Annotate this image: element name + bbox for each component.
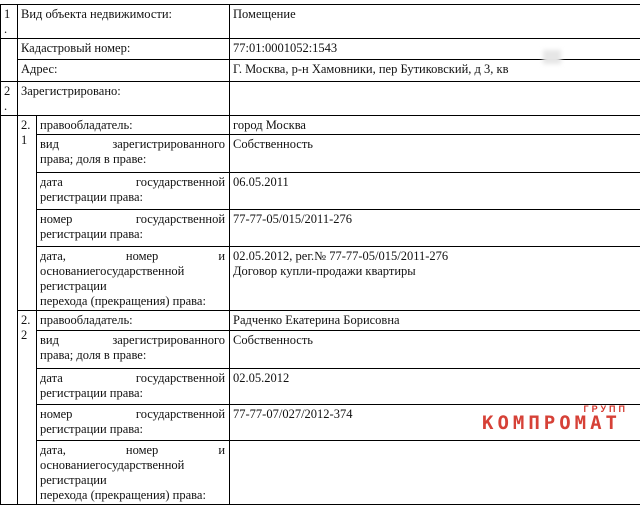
row-registered xyxy=(1,82,640,116)
field-label: Кадастровый номер: xyxy=(18,39,230,60)
field-value: город Москва xyxy=(230,116,640,135)
watermark-sub: ГРУПП xyxy=(583,404,628,414)
kompromat-watermark-logo xyxy=(482,404,640,444)
field-value: Радченко Екатерина Борисовна xyxy=(230,311,640,331)
field-label: дата, номер и основаниегосударственной регистрации перехода (прекращения) права: xyxy=(37,247,230,311)
field-value: 77-77-07/027/2012-374 xyxy=(230,405,640,441)
field-label: вид зарегистрированного права; доля в праве: xyxy=(37,331,230,369)
field-label: правообладатель: xyxy=(37,116,230,135)
row-object-type xyxy=(1,5,640,39)
field-label: Зарегистрировано: xyxy=(18,82,230,116)
holder-1-transfer-basis xyxy=(1,247,640,311)
holder-2-owner xyxy=(1,311,640,331)
field-value: Собственность xyxy=(230,135,640,173)
field-value: 77-77-05/015/2011-276 xyxy=(230,210,640,247)
field-label: номер государственной регистрации права: xyxy=(37,405,230,441)
holder-1-right-type xyxy=(1,135,640,173)
field-label: правообладатель: xyxy=(37,311,230,331)
field-value: 02.05.2012 xyxy=(230,369,640,405)
holder-number: 2.2 xyxy=(18,311,37,505)
redaction-blur xyxy=(543,50,561,64)
field-value: Помещение xyxy=(230,5,640,39)
field-value: 77:01:0001052:1543 xyxy=(230,39,640,60)
field-label: дата, номер и основаниегосударственной регистрации перехода (прекращения) права: xyxy=(37,441,230,505)
holder-number: 2.1 xyxy=(18,116,37,311)
watermark-main: КОМПРОМАТ xyxy=(482,412,621,434)
field-label: номер государственной регистрации права: xyxy=(37,210,230,247)
holder-2-right-type xyxy=(1,331,640,369)
field-value: 02.05.2012, рег.№ 77-77-05/015/2011-276 Договор купли-продажи квартиры xyxy=(230,247,640,311)
field-value: 06.05.2011 xyxy=(230,173,640,210)
field-label: Адрес: xyxy=(18,60,230,82)
field-value xyxy=(230,441,640,505)
field-value: Собственность xyxy=(230,331,640,369)
holder-2-transfer-basis xyxy=(1,441,640,505)
field-label: дата государственной регистрации права: xyxy=(37,369,230,405)
row-number: 2. xyxy=(1,82,18,116)
holder-1-owner xyxy=(1,116,640,135)
holder-1-reg-number xyxy=(1,210,640,247)
holder-1-reg-date xyxy=(1,173,640,210)
field-label: вид зарегистрированного права; доля в праве: xyxy=(37,135,230,173)
holder-2-reg-date xyxy=(1,369,640,405)
field-label: Вид объекта недвижимости: xyxy=(18,5,230,39)
row-number: 1. xyxy=(1,5,18,39)
field-label: дата государственной регистрации права: xyxy=(37,173,230,210)
field-value: Г. Москва, р-н Хамовники, пер Бутиковский, д 3, кв xyxy=(230,60,640,82)
